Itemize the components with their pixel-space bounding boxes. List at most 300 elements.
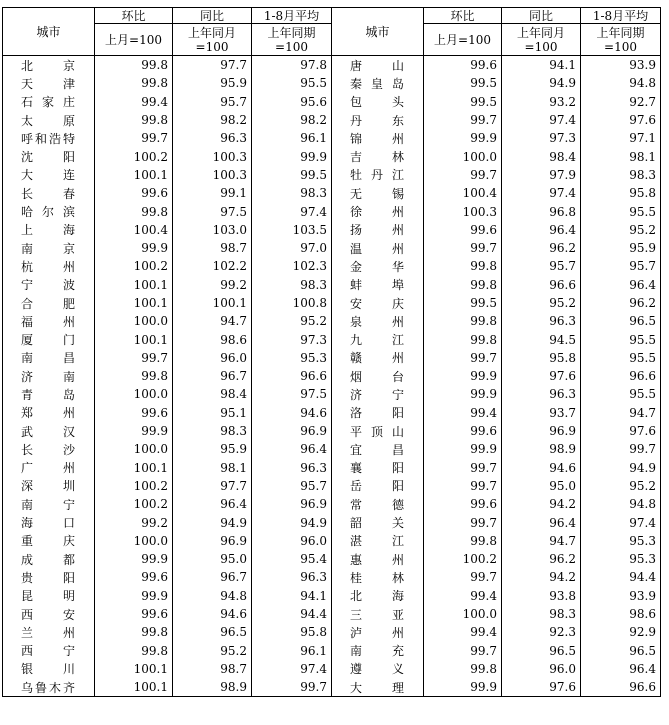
mom-value: 99.9 <box>424 367 502 385</box>
avg-value: 96.1 <box>252 129 332 147</box>
avg-value: 96.0 <box>252 532 332 550</box>
avg-value: 94.6 <box>252 404 332 422</box>
city-name: 杭州 <box>21 259 75 274</box>
yoy-value: 98.6 <box>173 330 252 348</box>
mom-value: 100.0 <box>424 605 502 623</box>
city-cell <box>332 56 424 75</box>
mom-value: 100.1 <box>95 660 173 678</box>
city-cell <box>3 422 95 440</box>
city-cell <box>332 642 424 660</box>
avg-header-left: 1-8月平均 <box>252 8 332 24</box>
mom-value: 100.4 <box>424 184 502 202</box>
mom-value: 99.7 <box>424 111 502 129</box>
city-name: 宜昌 <box>350 442 404 457</box>
mom-value: 99.8 <box>424 660 502 678</box>
yoy-value: 98.7 <box>173 239 252 257</box>
avg-value: 95.6 <box>252 93 332 111</box>
city-name: 济南 <box>21 369 75 384</box>
city-cell <box>332 385 424 403</box>
table-row <box>3 513 661 531</box>
yoy-value: 98.9 <box>502 440 581 458</box>
city-name: 北海 <box>350 589 404 604</box>
mom-value: 99.7 <box>424 349 502 367</box>
mom-base-left: 上月=100 <box>95 24 173 56</box>
yoy-value: 93.2 <box>502 93 581 111</box>
city-cell <box>3 147 95 165</box>
city-name: 呼和浩特 <box>21 131 75 146</box>
avg-value: 96.9 <box>252 422 332 440</box>
yoy-value: 96.4 <box>502 221 581 239</box>
yoy-value: 95.2 <box>173 642 252 660</box>
table-row <box>3 239 661 257</box>
city-cell <box>3 385 95 403</box>
mom-value: 100.2 <box>95 257 173 275</box>
yoy-value: 93.8 <box>502 587 581 605</box>
city-name: 锦州 <box>350 131 404 146</box>
city-name: 厦门 <box>21 333 75 348</box>
mom-value: 99.9 <box>424 129 502 147</box>
avg-value: 96.2 <box>581 294 661 312</box>
city-cell <box>3 532 95 550</box>
table-row <box>3 623 661 641</box>
avg-value: 92.9 <box>581 623 661 641</box>
avg-value: 99.9 <box>252 147 332 165</box>
yoy-value: 94.6 <box>502 459 581 477</box>
city-cell <box>3 312 95 330</box>
city-name: 成都 <box>21 552 75 567</box>
city-name: 大连 <box>21 168 75 183</box>
table-row <box>3 660 661 678</box>
table-row <box>3 440 661 458</box>
mom-value: 100.2 <box>424 550 502 568</box>
yoy-value: 98.3 <box>502 605 581 623</box>
city-name: 九江 <box>350 333 404 348</box>
city-name: 太原 <box>21 113 75 128</box>
avg-value: 96.5 <box>581 312 661 330</box>
city-name: 三亚 <box>350 607 404 622</box>
city-cell <box>3 623 95 641</box>
city-name: 安庆 <box>350 296 404 311</box>
avg-value: 97.8 <box>252 56 332 75</box>
avg-value: 94.8 <box>581 74 661 92</box>
city-cell <box>3 129 95 147</box>
yoy-value: 95.7 <box>502 257 581 275</box>
mom-value: 100.1 <box>95 330 173 348</box>
city-name: 南昌 <box>21 351 75 366</box>
avg-value: 96.4 <box>581 660 661 678</box>
city-cell <box>332 587 424 605</box>
mom-value: 99.4 <box>95 93 173 111</box>
mom-value: 100.2 <box>95 477 173 495</box>
avg-value: 97.5 <box>252 385 332 403</box>
avg-value: 95.2 <box>581 221 661 239</box>
table-row <box>3 276 661 294</box>
table-row <box>3 330 661 348</box>
yoy-value: 96.7 <box>173 367 252 385</box>
avg-value: 95.5 <box>581 330 661 348</box>
mom-value: 99.8 <box>424 532 502 550</box>
avg-header-right: 1-8月平均 <box>581 8 661 24</box>
city-cell <box>3 477 95 495</box>
table-row <box>3 404 661 422</box>
yoy-value: 95.2 <box>502 294 581 312</box>
avg-value: 99.7 <box>581 440 661 458</box>
table-row <box>3 532 661 550</box>
yoy-value: 96.8 <box>502 202 581 220</box>
city-cell <box>3 93 95 111</box>
city-name: 西安 <box>21 607 75 622</box>
avg-value: 100.8 <box>252 294 332 312</box>
yoy-value: 96.4 <box>173 495 252 513</box>
city-cell <box>332 111 424 129</box>
yoy-value: 94.2 <box>502 495 581 513</box>
yoy-value: 95.9 <box>173 440 252 458</box>
table-row <box>3 367 661 385</box>
mom-value: 100.0 <box>95 385 173 403</box>
avg-value: 94.1 <box>252 587 332 605</box>
table-row <box>3 642 661 660</box>
yoy-value: 100.3 <box>173 147 252 165</box>
city-name: 哈尔滨 <box>21 205 75 220</box>
avg-value: 96.5 <box>581 642 661 660</box>
city-cell <box>332 129 424 147</box>
mom-value: 100.1 <box>95 294 173 312</box>
avg-value: 98.3 <box>581 166 661 184</box>
city-name: 南充 <box>350 644 404 659</box>
city-name: 天津 <box>21 76 75 91</box>
yoy-base-left <box>173 24 252 56</box>
avg-base-right <box>581 24 661 56</box>
city-name: 赣州 <box>350 351 404 366</box>
mom-value: 99.6 <box>424 221 502 239</box>
city-cell <box>3 221 95 239</box>
avg-value: 98.6 <box>581 605 661 623</box>
city-cell <box>3 459 95 477</box>
city-cell <box>332 184 424 202</box>
avg-value: 95.5 <box>581 202 661 220</box>
yoy-base-text: 上年同月 =100 <box>516 25 565 54</box>
mom-value: 99.8 <box>95 642 173 660</box>
mom-header-left: 环比 <box>95 8 173 24</box>
city-cell <box>3 202 95 220</box>
yoy-value: 98.4 <box>502 147 581 165</box>
avg-value: 96.3 <box>252 568 332 586</box>
avg-value: 94.4 <box>252 605 332 623</box>
mom-value: 99.8 <box>424 257 502 275</box>
mom-value: 100.2 <box>95 147 173 165</box>
city-name: 西宁 <box>21 644 75 659</box>
city-cell <box>3 257 95 275</box>
city-cell <box>3 440 95 458</box>
avg-value: 97.3 <box>252 330 332 348</box>
yoy-value: 96.2 <box>502 550 581 568</box>
table-row <box>3 202 661 220</box>
city-cell <box>3 568 95 586</box>
city-name: 济宁 <box>350 387 404 402</box>
mom-value: 99.7 <box>424 166 502 184</box>
city-name: 青岛 <box>21 387 75 402</box>
mom-value: 99.6 <box>95 184 173 202</box>
city-name: 岳阳 <box>350 479 404 494</box>
avg-value: 98.3 <box>252 184 332 202</box>
city-cell <box>332 202 424 220</box>
city-cell <box>332 477 424 495</box>
avg-value: 97.1 <box>581 129 661 147</box>
yoy-value: 94.9 <box>502 74 581 92</box>
avg-value: 95.2 <box>581 477 661 495</box>
city-name: 乌鲁木齐 <box>21 680 75 695</box>
city-name: 武汉 <box>21 424 75 439</box>
mom-value: 99.5 <box>424 294 502 312</box>
avg-value: 99.7 <box>252 678 332 697</box>
city-cell <box>332 367 424 385</box>
table-row <box>3 221 661 239</box>
yoy-value: 95.0 <box>173 550 252 568</box>
city-name: 昆明 <box>21 589 75 604</box>
avg-value: 93.9 <box>581 587 661 605</box>
mom-value: 99.7 <box>424 642 502 660</box>
avg-value: 94.4 <box>581 568 661 586</box>
avg-value: 94.7 <box>581 404 661 422</box>
yoy-header-left: 同比 <box>173 8 252 24</box>
avg-value: 96.6 <box>581 367 661 385</box>
yoy-value: 96.9 <box>502 422 581 440</box>
yoy-value: 94.8 <box>173 587 252 605</box>
avg-value: 94.8 <box>581 495 661 513</box>
avg-value: 96.9 <box>252 495 332 513</box>
yoy-value: 100.3 <box>173 166 252 184</box>
avg-value: 95.7 <box>252 477 332 495</box>
mom-value: 99.8 <box>95 56 173 75</box>
mom-value: 99.6 <box>424 495 502 513</box>
table-row <box>3 257 661 275</box>
avg-value: 97.6 <box>581 422 661 440</box>
table-row <box>3 550 661 568</box>
avg-value: 97.4 <box>252 660 332 678</box>
mom-value: 99.7 <box>424 513 502 531</box>
mom-value: 99.5 <box>424 93 502 111</box>
yoy-value: 96.3 <box>502 385 581 403</box>
city-cell <box>332 294 424 312</box>
city-name: 宁波 <box>21 278 75 293</box>
city-cell <box>3 550 95 568</box>
yoy-value: 95.9 <box>173 74 252 92</box>
city-cell <box>332 422 424 440</box>
mom-value: 99.8 <box>95 367 173 385</box>
mom-value: 99.2 <box>95 513 173 531</box>
city-name: 银川 <box>21 662 75 677</box>
city-name: 包头 <box>350 95 404 110</box>
avg-value: 95.5 <box>581 349 661 367</box>
city-cell <box>332 93 424 111</box>
mom-value: 99.8 <box>95 74 173 92</box>
city-name: 常德 <box>350 497 404 512</box>
yoy-value: 95.1 <box>173 404 252 422</box>
mom-value: 99.4 <box>424 623 502 641</box>
city-cell <box>3 184 95 202</box>
mom-value: 99.9 <box>95 550 173 568</box>
mom-value: 99.8 <box>95 623 173 641</box>
table-row <box>3 147 661 165</box>
city-name: 徐州 <box>350 205 404 220</box>
mom-value: 99.6 <box>95 568 173 586</box>
city-name: 湛江 <box>350 534 404 549</box>
city-cell <box>332 221 424 239</box>
yoy-value: 97.6 <box>502 367 581 385</box>
table-row <box>3 184 661 202</box>
yoy-value: 103.0 <box>173 221 252 239</box>
yoy-value: 96.5 <box>173 623 252 641</box>
yoy-value: 96.0 <box>173 349 252 367</box>
city-cell <box>332 166 424 184</box>
mom-base-right: 上月=100 <box>424 24 502 56</box>
city-name: 吉林 <box>350 150 404 165</box>
mom-value: 99.9 <box>424 678 502 697</box>
avg-value: 95.4 <box>252 550 332 568</box>
table-row <box>3 587 661 605</box>
table-row <box>3 294 661 312</box>
mom-value: 100.0 <box>95 532 173 550</box>
mom-value: 99.7 <box>424 477 502 495</box>
table-row <box>3 111 661 129</box>
avg-value: 96.4 <box>252 440 332 458</box>
city-name: 遵义 <box>350 662 404 677</box>
city-name: 牡丹江 <box>350 168 404 183</box>
mom-value: 99.4 <box>424 404 502 422</box>
table-row <box>3 74 661 92</box>
yoy-value: 96.3 <box>502 312 581 330</box>
table-row <box>3 312 661 330</box>
avg-value: 99.5 <box>252 166 332 184</box>
city-cell <box>3 678 95 697</box>
mom-value: 99.8 <box>95 111 173 129</box>
city-cell <box>332 605 424 623</box>
city-name: 沈阳 <box>21 150 75 165</box>
avg-value: 98.2 <box>252 111 332 129</box>
avg-value: 95.8 <box>252 623 332 641</box>
city-name: 秦皇岛 <box>350 76 404 91</box>
mom-value: 99.7 <box>424 568 502 586</box>
city-name: 温州 <box>350 241 404 256</box>
city-cell <box>3 74 95 92</box>
city-name: 泉州 <box>350 314 404 329</box>
city-name: 长沙 <box>21 442 75 457</box>
city-cell <box>3 349 95 367</box>
city-name: 蚌埠 <box>350 278 404 293</box>
yoy-base-text: 上年同月 =100 <box>187 25 236 54</box>
yoy-value: 97.4 <box>502 111 581 129</box>
mom-value: 99.8 <box>424 330 502 348</box>
yoy-value: 94.2 <box>502 568 581 586</box>
avg-value: 95.8 <box>581 184 661 202</box>
avg-value: 95.7 <box>581 257 661 275</box>
city-cell <box>3 367 95 385</box>
mom-value: 99.5 <box>424 74 502 92</box>
mom-value: 100.3 <box>424 202 502 220</box>
city-name: 桂林 <box>350 570 404 585</box>
mom-value: 99.7 <box>424 239 502 257</box>
yoy-value: 94.7 <box>502 532 581 550</box>
city-name: 郑州 <box>21 406 75 421</box>
city-header-left: 城市 <box>3 8 95 56</box>
city-cell <box>3 294 95 312</box>
city-name: 合肥 <box>21 296 75 311</box>
mom-value: 99.6 <box>95 605 173 623</box>
city-name: 烟台 <box>350 369 404 384</box>
mom-value: 100.1 <box>95 276 173 294</box>
yoy-value: 92.3 <box>502 623 581 641</box>
avg-value: 95.5 <box>252 74 332 92</box>
yoy-value: 94.1 <box>502 56 581 75</box>
city-cell <box>332 532 424 550</box>
yoy-value: 96.2 <box>502 239 581 257</box>
city-name: 上海 <box>21 223 75 238</box>
table-row <box>3 349 661 367</box>
mom-value: 100.0 <box>95 312 173 330</box>
yoy-value: 98.9 <box>173 678 252 697</box>
mom-value: 100.4 <box>95 221 173 239</box>
avg-value: 96.1 <box>252 642 332 660</box>
city-name: 深圳 <box>21 479 75 494</box>
city-cell <box>3 404 95 422</box>
mom-value: 99.9 <box>95 239 173 257</box>
city-cell <box>3 276 95 294</box>
yoy-value: 97.4 <box>502 184 581 202</box>
city-name: 惠州 <box>350 552 404 567</box>
table-row <box>3 385 661 403</box>
mom-value: 100.0 <box>424 147 502 165</box>
city-cell <box>332 404 424 422</box>
mom-value: 99.9 <box>424 440 502 458</box>
table-row <box>3 477 661 495</box>
table-row <box>3 495 661 513</box>
city-cell <box>3 56 95 75</box>
mom-value: 99.8 <box>424 312 502 330</box>
city-name: 无锡 <box>350 186 404 201</box>
city-name: 南宁 <box>21 497 75 512</box>
city-cell <box>332 257 424 275</box>
city-cell <box>332 330 424 348</box>
avg-base-text: 上年同期 =100 <box>267 25 316 54</box>
yoy-value: 97.3 <box>502 129 581 147</box>
city-cell <box>332 513 424 531</box>
avg-value: 97.4 <box>581 513 661 531</box>
city-name: 韶关 <box>350 516 404 531</box>
avg-value: 95.5 <box>581 385 661 403</box>
mom-value: 99.7 <box>95 129 173 147</box>
mom-value: 99.4 <box>424 587 502 605</box>
table-row <box>3 605 661 623</box>
city-name: 唐山 <box>350 58 404 73</box>
yoy-value: 94.5 <box>502 330 581 348</box>
city-name: 石家庄 <box>21 95 75 110</box>
city-name: 洛阳 <box>350 406 404 421</box>
table-row <box>3 129 661 147</box>
mom-value: 99.8 <box>424 276 502 294</box>
city-cell <box>3 330 95 348</box>
city-cell <box>3 166 95 184</box>
yoy-value: 98.4 <box>173 385 252 403</box>
city-cell <box>3 495 95 513</box>
city-cell <box>332 239 424 257</box>
city-cell <box>332 349 424 367</box>
yoy-base-right <box>502 24 581 56</box>
table-row <box>3 56 661 75</box>
city-cell <box>3 642 95 660</box>
mom-value: 99.9 <box>95 422 173 440</box>
avg-value: 96.3 <box>252 459 332 477</box>
yoy-value: 98.3 <box>173 422 252 440</box>
